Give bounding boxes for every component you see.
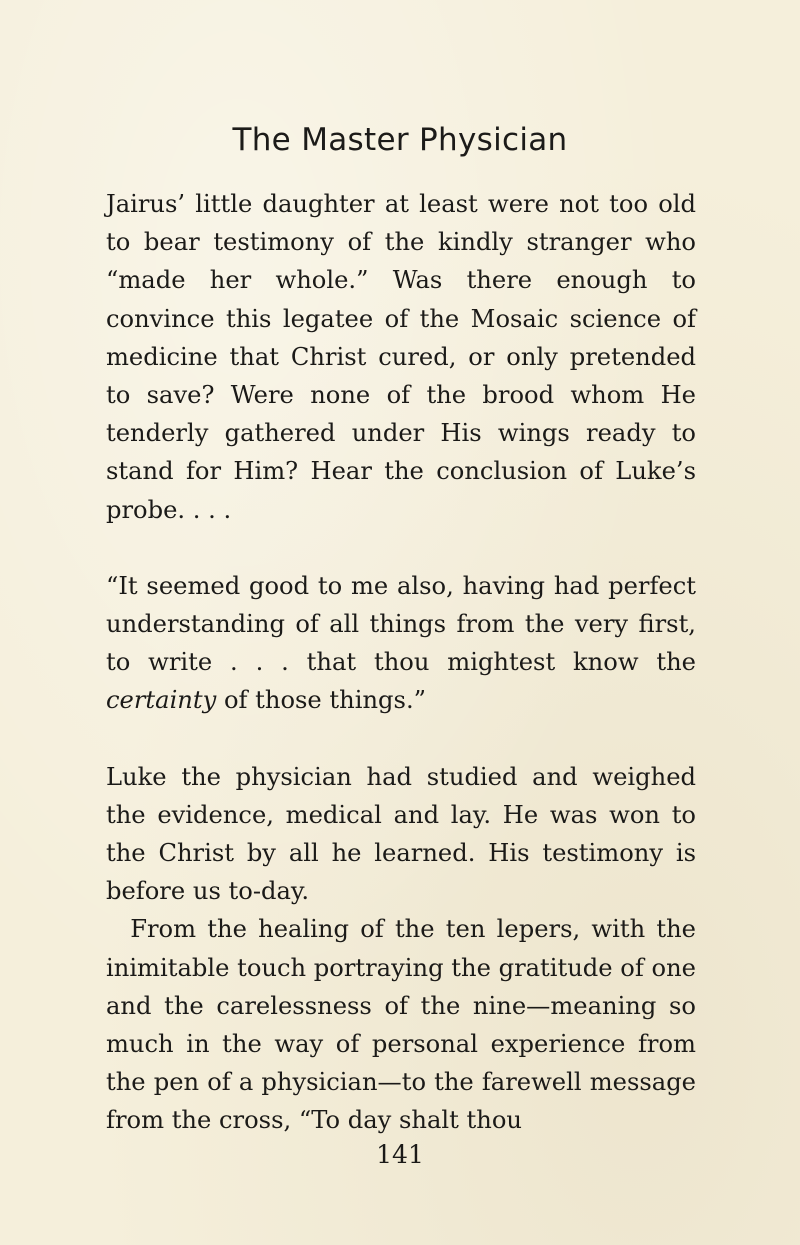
paragraph-luke-physician: Luke the physician had studied and weighed the evidence, medical and lay. He was won to the Christ by all he learned. His testimony is before us to-day. [106, 762, 696, 906]
page-number: 141 [376, 1140, 424, 1169]
quote-text-end: of those things.” [216, 686, 426, 715]
paragraph-lepers: From the healing of the ten lepers, with the inimitable touch portraying the gratitude of one and the carelessness of the nine—meaning so much in the way of personal experience from the pen of a physician—to the farewell message from the cross, “To day shalt thou [106, 915, 696, 1135]
running-head: The Master Physician [232, 122, 568, 158]
paragraph-luke-quote [106, 567, 696, 720]
body-text [106, 185, 696, 1140]
paragraph-jairus: Jairus’ little daughter at least were not too old to bear testimony of the kindly stranger who “made her whole.” Was there enough to convince this legatee of the Mosaic science of medicine that Christ cured, or only pretended to save? Were none of the brood whom He tenderly gathered under His wings ready to stand for Him? Hear the conclusion of Luke’s probe. . . . [106, 190, 696, 524]
quote-text-start: “It seemed good to me also, having had perfect understanding of all things from the very first, to write . . . that thou mightest know the [106, 571, 696, 677]
italic-certainty: certainty [106, 686, 217, 715]
